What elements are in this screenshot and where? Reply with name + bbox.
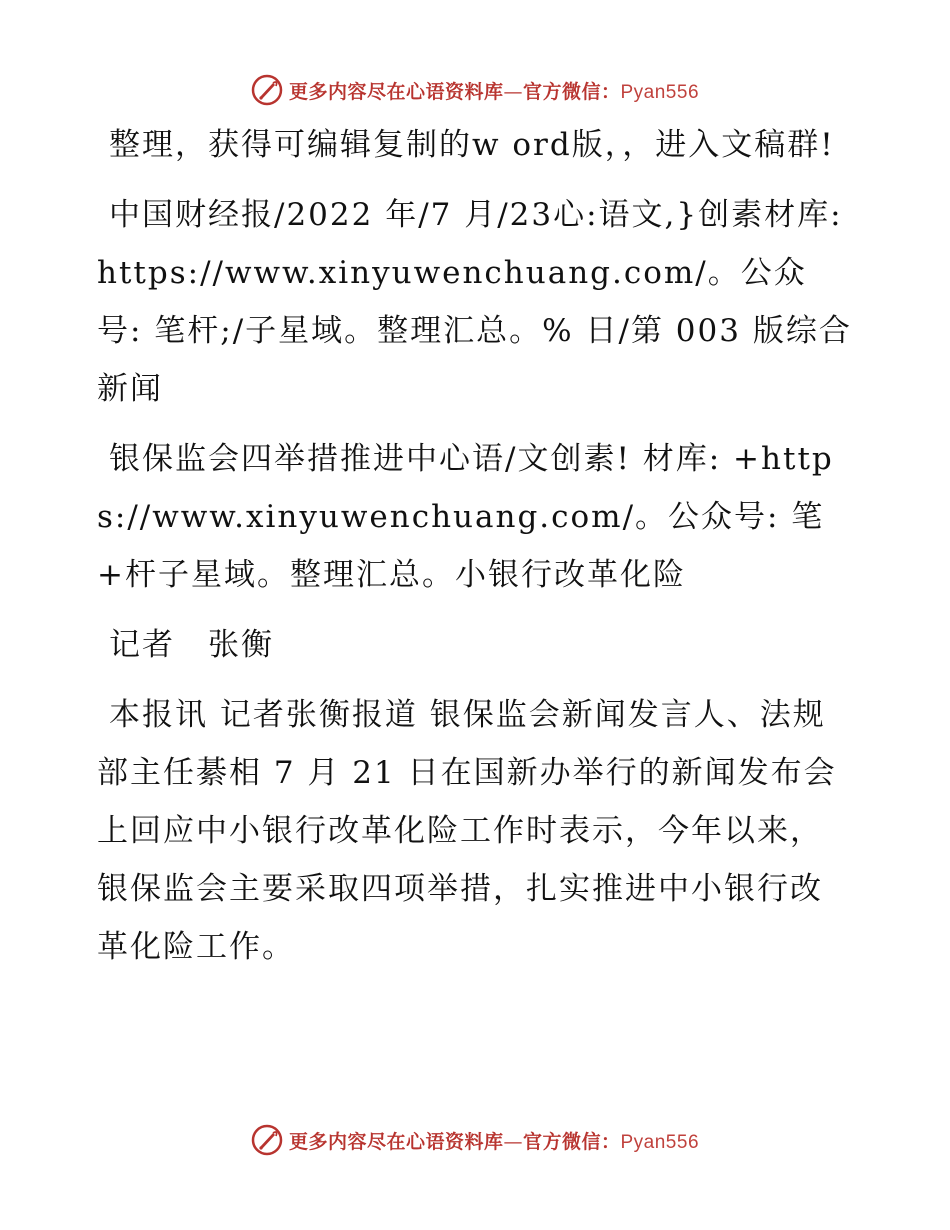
watermark-text [289, 1127, 699, 1154]
paragraph-source: 中国财经报/2022 年/7 月/23心:语文,}创素材库: https://www.xinyuwenchuang.com/。公众号: 笔杆;/子星域。整理汇总。% 日/第 003 版综合新闻 [97, 197, 852, 407]
watermark-account: Pyan556 [620, 1131, 700, 1153]
quill-pen-circle-icon [251, 1124, 283, 1156]
watermark-account: Pyan556 [620, 81, 700, 103]
footer-watermark [0, 1120, 950, 1160]
watermark-text [289, 77, 699, 104]
watermark-separator: — [503, 80, 523, 103]
document-body [97, 116, 852, 988]
header-watermark [0, 70, 950, 110]
watermark-separator: — [503, 1130, 523, 1153]
watermark-official-label: 官方微信： [522, 80, 621, 103]
quill-pen-circle-icon [251, 74, 283, 106]
paragraph-byline: 记者 张衡 [109, 627, 274, 663]
watermark-main-text: 更多内容尽在心语资料库 [288, 1130, 504, 1153]
watermark-official-label: 官方微信： [522, 1130, 621, 1153]
paragraph-body: 本报讯 记者张衡报道 银保监会新闻发言人、法规部主任綦相 7 月 21 日在国新办举行的新闻发布会上回应中小银行改革化险工作时表示，今年以来，银保监会主要采取四项举措，扎实推进中小银行改革化险工作。 [97, 697, 837, 965]
paragraph-intro: 整理，获得可编辑复制的w ord版，，进入文稿群! [109, 127, 835, 163]
watermark-main-text: 更多内容尽在心语资料库 [288, 80, 504, 103]
paragraph-headline: 银保监会四举措推进中心语/文创素! 材库: +https://www.xinyuwenchuang.com/。公众号: 笔+杆子星域。整理汇总。小银行改革化险 [97, 441, 834, 593]
